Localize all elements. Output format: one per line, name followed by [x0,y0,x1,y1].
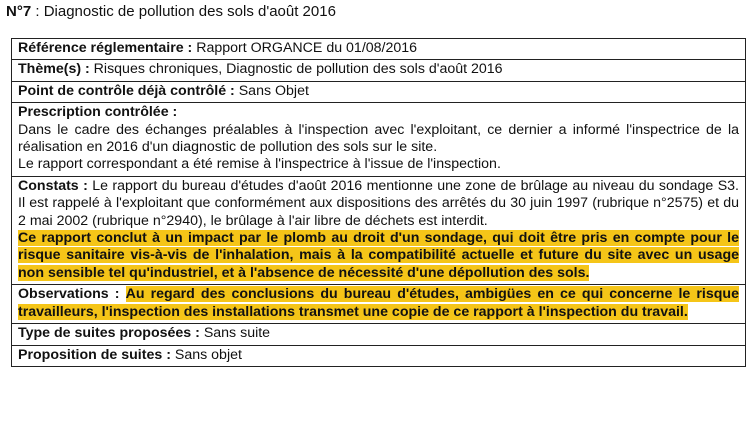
row-proposition-suites [12,345,746,366]
prescription-text-2: Le rapport correspondant a été remise à l'inspectrice à l'issue de l'inspection. [18,156,501,173]
row-reference [12,39,746,60]
reference-value: Rapport ORGANCE du 01/08/2016 [192,40,418,56]
section-heading [6,2,746,21]
inspection-sheet-table [11,38,746,367]
row-themes [12,60,746,81]
point-controle-label: Point de contrôle déjà contrôlé : [18,82,235,99]
row-constats [12,176,746,284]
type-suites-value: Sans suite [199,325,271,342]
heading-title: : Diagnostic de pollution des sols d'août 2016 [31,3,336,20]
reference-label: Référence réglementaire : [18,40,193,56]
constats-text: Le rapport du bureau d'études d'août 2016 mentionne une zone de brûlage au niveau du sondage S3. Il est rappelé à l'exploitant que conformément aux dispositions des arrêtés du 30 juin 1997 (rubrique n°2575) et du 2 mai 2002 (rubrique n°2940), le brûlage à l'air libre de déchets est interdit. [18,177,739,229]
row-observations [12,285,746,324]
observations-highlight: Au regard des conclusions du bureau d'études, ambigües en ce qui concerne le risque travailleurs, l'inspection des installations transmet une copie de ce rapport à l'inspection du travail. [18,286,739,320]
constats-highlight: Ce rapport conclut à un impact par le plomb au droit d'un sondage, qui doit être pris en compte pour le risque sanitaire vis-à-vis de l'inhalation, mais à la compatibilité actuelle et future du site avec un usage non sensible tel qu'industriel, et à l'absence de nécessité d'une dépollution des sols. [18,230,739,281]
proposition-suites-value: Sans objet [170,346,242,363]
themes-value: Risques chroniques, Diagnostic de pollution des sols d'août 2016 [89,61,503,78]
constats-label: Constats : [18,177,88,194]
type-suites-label: Type de suites proposées : [18,325,200,342]
row-prescription [12,103,746,177]
proposition-suites-label: Proposition de suites : [18,346,171,363]
prescription-label: Prescription contrôlée : [18,104,178,121]
observations-label: Observations : [18,286,120,303]
prescription-text: Dans le cadre des échanges préalables à l'inspection avec l'exploitant, ce dernier a informé l'inspectrice de la réalisation en 2016 d'un diagnostic de pollution des sols sur le site. [18,121,739,156]
point-controle-value: Sans Objet [234,82,309,99]
themes-label: Thème(s) : [18,61,90,78]
row-point-controle [12,81,746,102]
row-type-suites [12,324,746,345]
heading-number: N°7 [6,3,32,20]
